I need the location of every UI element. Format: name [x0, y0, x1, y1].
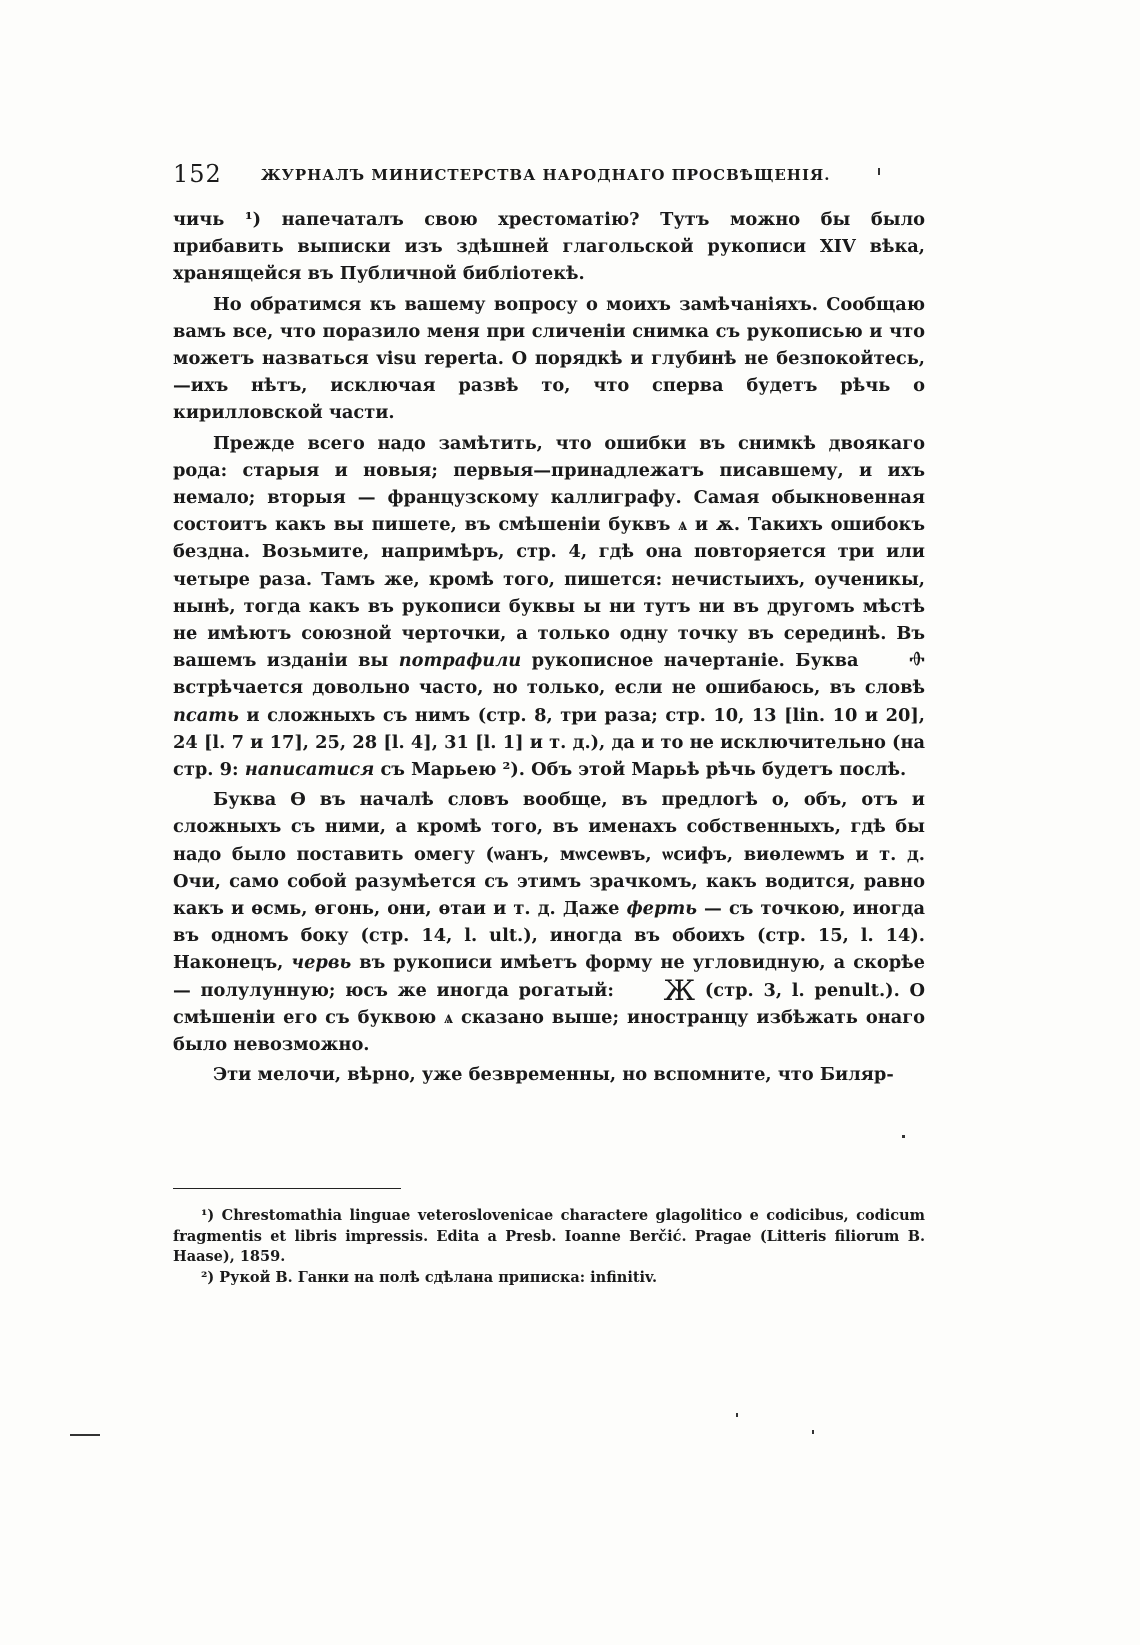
paragraph-4-text-c: — съ точкою, иногда въ одномъ боку (стр. 14, l. ult.), иногда въ обоихъ (стр. 15, l. 14). Наконецъ,	[173, 898, 925, 974]
scan-speck	[812, 1430, 814, 1434]
italic-word-potrafili: потрафили	[398, 650, 522, 672]
italic-word-psat: псать	[173, 704, 239, 726]
paragraph-3-text-a: Прежде всего надо замѣтить, что ошибки въ снимкѣ двоякаго рода: старыя и новыя; первыя—принадлежатъ писавшему, и ихъ немало; вторыя — французскому каллиграфу. Самая обыкновенная состоитъ какъ вы пишете, въ смѣшеніи буквъ ѧ и ѫ. Такихъ ошибокъ бездна. Возьмите, напримѣръ, стр. 4, гдѣ она повторяется три или четыре раза. Тамъ же, кромѣ того, пишется: нечистыихъ, оученикы, нынѣ, тогда какъ въ рукописи буквы ы ни тутъ ни въ другомъ мѣстѣ не имѣютъ союзной черточки, а только одну точку въ серединѣ. Въ вашемъ изданіи вы	[173, 432, 925, 672]
italic-word-fert: ферть	[626, 898, 697, 920]
footnote-1: ¹) Chrestomathia linguae veteroslovenicae charactere glagolitico e codicibus, codicum fragmentis et libris impressis. Edita a Presb. Ioanne Berčić. Pragae (Litteris filiorum B. Haase), 1859.	[173, 1207, 925, 1265]
paragraph-4-text-a: Буква Ѳ въ началѣ словъ вообще, въ предлогѣ о, объ, отъ и сложныхъ съ ними, а кромѣ того, въ именахъ собственныхъ, гдѣ бы надо было поставить омегу (ѡанъ, мѡсеѡвъ, ѡсифъ, виѳлеѡмъ и т. д. Очи, само собой разумѣется съ этимъ зрачкомъ, какъ водится, равно какъ и ѳсмь, ѳгонь, они, ѳтаи и т. д. Даже	[173, 789, 925, 920]
footnotes	[173, 1206, 925, 1288]
main-text	[173, 206, 925, 1092]
paragraph-1: чичь ¹) напечаталъ свою хрестоматію? Тутъ можно бы было прибавить выписки изъ здѣшней глагольской рукописи XIV вѣка, хранящейся въ Публичной библіотекѣ.	[173, 209, 925, 285]
paragraph-4-text-f: (стр. 3, l. penult.). О смѣшеніи его съ буквою ѧ сказано выше; иностранцу избѣжать онаго было невозможно.	[173, 979, 925, 1056]
paragraph-4-text-e: въ рукописи имѣетъ форму не угловидную, а скорѣе — полулунную; юсъ же иногда рогатый:	[173, 952, 925, 1001]
scan-speck	[736, 1413, 738, 1417]
paragraph-3-text-f: и сложныхъ съ нимъ (стр. 8, три раза; стр. 10, 13 [lin. 10 и 20], 24 [l. 7 и 17], 25, 28 [l. 4], 31 [l. 1] и т. д.), да и то не исключительно (на стр. 9:	[173, 704, 925, 781]
paragraph-3-text-h: съ Марьею ²). Объ этой Марьѣ рѣчь будетъ послѣ.	[380, 759, 907, 781]
italic-word-cherv: червь	[291, 952, 352, 974]
yus-letter-glyph: Ж	[663, 973, 696, 1007]
italic-word-napisatisya: написатися	[244, 759, 375, 781]
glagolitic-letter-glyph: ⱚ	[908, 644, 925, 678]
paragraph-3	[173, 430, 925, 784]
paragraph-3-text-d: встрѣчается довольно часто, но только, если не ошибаюсь, въ словѣ	[173, 677, 925, 699]
scan-speck	[878, 168, 880, 175]
footnote-rule	[173, 1188, 401, 1189]
scan-speck	[902, 1135, 905, 1138]
scan-mark	[70, 1434, 100, 1436]
page-header	[173, 160, 933, 200]
footnote-2: ²) Рукой В. Ганки на полѣ сдѣлана приписка: infinitiv.	[201, 1268, 658, 1286]
paragraph-3-text-c: рукописное начертаніе. Буква	[531, 650, 859, 672]
paragraph-5: Эти мелочи, вѣрно, уже безвременны, но вспомните, что Биляр-	[213, 1064, 894, 1086]
page-number: 152	[173, 160, 222, 188]
running-title: ЖУРНАЛЪ МИНИСТЕРСТВА НАРОДНАГО ПРОСВѢЩЕНІЯ.	[261, 166, 831, 184]
paragraph-4	[173, 786, 925, 1058]
paragraph-2: Но обратимся къ вашему вопросу о моихъ замѣчаніяхъ. Сообщаю вамъ все, что поразило меня при сличеніи снимка съ рукописью и что можетъ назваться visu reperta. О порядкѣ и глубинѣ не безпокойтесь,—ихъ нѣтъ, исключая развѣ то, что сперва будетъ рѣчь о кирилловской части.	[173, 293, 925, 424]
